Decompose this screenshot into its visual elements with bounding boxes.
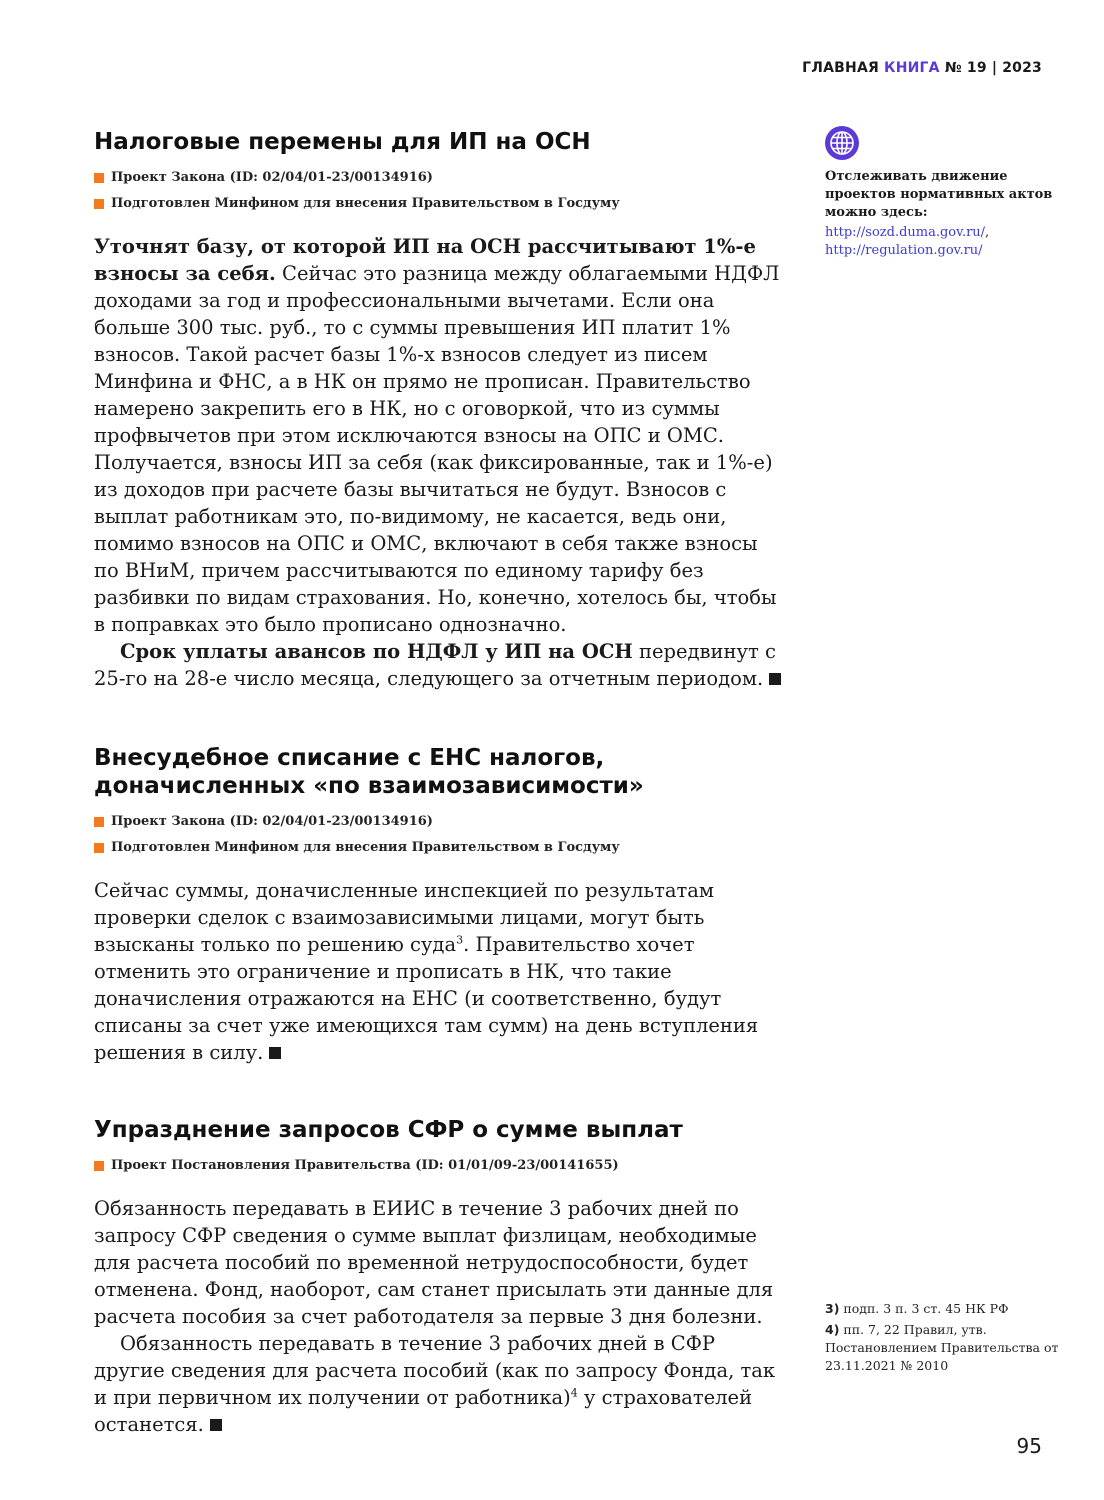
paragraph-text: Сейчас суммы, доначисленные инспекцией по результатам проверки сделок с взаимозависимыми лицами, могут быть взысканы только по решению суда <box>94 879 715 956</box>
lead-bold: Срок уплаты авансов по НДФЛ у ИП на ОСН <box>120 640 633 663</box>
orange-square-icon <box>94 1161 104 1171</box>
section-sfr <box>94 1116 784 1438</box>
section-title: Упразднение запросов СФР о сумме выплат <box>94 1117 683 1143</box>
link-sozd[interactable]: http://sozd.duma.gov.ru/ <box>825 225 986 240</box>
meta-text: Проект Закона (ID: 02/04/01-23/00134916) <box>111 170 433 185</box>
page-number: 95 <box>1016 1434 1042 1458</box>
paragraph: Обязанность передавать в ЕИИС в течение 3 рабочих дней по запросу СФР сведения о сумме выплат физлицам, необходимые для расчета пособий по временной нетрудоспособности, будет отменена. Фонд, наоборот, сам станет присылать эти данные для расчета пособия за счет работодателя за первые 3 дня болезни. <box>94 1197 774 1328</box>
meta-text: Проект Закона (ID: 02/04/01-23/00134916) <box>111 814 433 829</box>
orange-square-icon <box>94 843 104 853</box>
meta-text: Подготовлен Минфином для внесения Правительством в Госдуму <box>111 196 620 211</box>
meta-line <box>94 170 784 185</box>
end-mark-icon <box>769 673 781 685</box>
main-column <box>94 128 784 1438</box>
section-ip-osn <box>94 128 784 692</box>
section-body <box>94 877 784 1066</box>
footnote-number: 3) <box>825 1301 840 1316</box>
section-title: Внесудебное списание с ЕНС налогов, доначисленных «по взаимозависимости» <box>94 745 644 799</box>
meta-line <box>94 840 784 855</box>
issue-number: № 19 | 2023 <box>944 60 1042 76</box>
section-body <box>94 233 784 692</box>
meta-text: Подготовлен Минфином для внесения Правительством в Госдуму <box>111 840 620 855</box>
end-mark-icon <box>210 1419 222 1431</box>
link-separator: , <box>985 225 990 240</box>
section-ens <box>94 744 784 1066</box>
paragraph-text: у страхователей останется. <box>94 1386 753 1436</box>
section-body <box>94 1195 784 1438</box>
footnote-item <box>825 1321 1065 1375</box>
globe-icon <box>825 126 859 160</box>
brand-accent: КНИГА <box>884 60 940 76</box>
footnote-ref[interactable]: 4 <box>570 1386 578 1400</box>
paragraph-text: Обязанность передавать в течение 3 рабочих дней в СФР другие сведения для расчета пособий (как по запросу Фонда, так и при первичном их получении от работника) <box>94 1332 776 1409</box>
footnote-text: подп. 3 п. 3 ст. 45 НК РФ <box>843 1301 1009 1316</box>
footnote-text: пп. 7, 22 Правил, утв. Постановлением Правительства от 23.11.2021 № 2010 <box>825 1322 1059 1373</box>
meta-line <box>94 196 784 211</box>
footnote-number: 4) <box>825 1322 840 1337</box>
orange-square-icon <box>94 199 104 209</box>
end-mark-icon <box>269 1047 281 1059</box>
lead-bold: Уточнят базу, от которой ИП на ОСН рассчитывают 1%-е взносы за себя. <box>94 235 756 285</box>
link-regulation[interactable]: http://regulation.gov.ru/ <box>825 243 983 258</box>
sidebar-links-box <box>825 126 1065 260</box>
footnote-item <box>825 1300 1065 1318</box>
brand-main: ГЛАВНАЯ <box>802 60 879 76</box>
paragraph <box>94 1330 784 1438</box>
footnote-ref[interactable]: 3 <box>456 933 464 947</box>
paragraph <box>94 877 784 1066</box>
paragraph <box>94 233 784 638</box>
sidebar-title: Отслеживать движение проектов нормативных актов можно здесь: <box>825 169 1053 220</box>
paragraph-text: . Правительство хочет отменить это ограничение и прописать в НК, что такие доначисления отражаются на ЕНС (и соответственно, будут списаны за счет уже имеющихся там сумм) на день вступления решения в силу. <box>94 933 759 1064</box>
orange-square-icon <box>94 173 104 183</box>
paragraph-text: передвинут с 25-го на 28-е число месяца, следующего за отчетным периодом. <box>94 640 776 690</box>
footnotes <box>825 1300 1065 1378</box>
page-header <box>802 60 1042 76</box>
section-title: Налоговые перемены для ИП на ОСН <box>94 129 591 155</box>
orange-square-icon <box>94 817 104 827</box>
sidebar-links <box>825 224 1065 260</box>
meta-line <box>94 814 784 829</box>
paragraph <box>94 638 784 692</box>
paragraph-text: Сейчас это разница между облагаемыми НДФЛ доходами за год и профессиональными вычетами. Если она больше 300 тыс. руб., то с суммы превышения ИП платит 1% взносов. Такой расчет базы 1%-х взносов следует из писем Минфина и ФНС, а в НК он прямо не прописан. Правительство намерено закрепить его в НК, но с оговоркой, что из суммы профвычетов при этом исключаются взносы на ОПС и ОМС. Получается, взносы ИП за себя (как фиксированные, так и 1%-е) из доходов при расчете базы вычитаться не будут. Взносов с выплат работникам это, по-видимому, не касается, ведь они, помимо взносов на ОПС и ОМС, включают в себя также взносы по ВНиМ, причем рассчитываются по единому тарифу без разбивки по видам страхования. Но, конечно, хотелось бы, чтобы в поправках это было прописано однозначно. <box>94 262 780 636</box>
meta-text: Проект Постановления Правительства (ID: 01/01/09-23/00141655) <box>111 1158 619 1173</box>
meta-line <box>94 1158 784 1173</box>
